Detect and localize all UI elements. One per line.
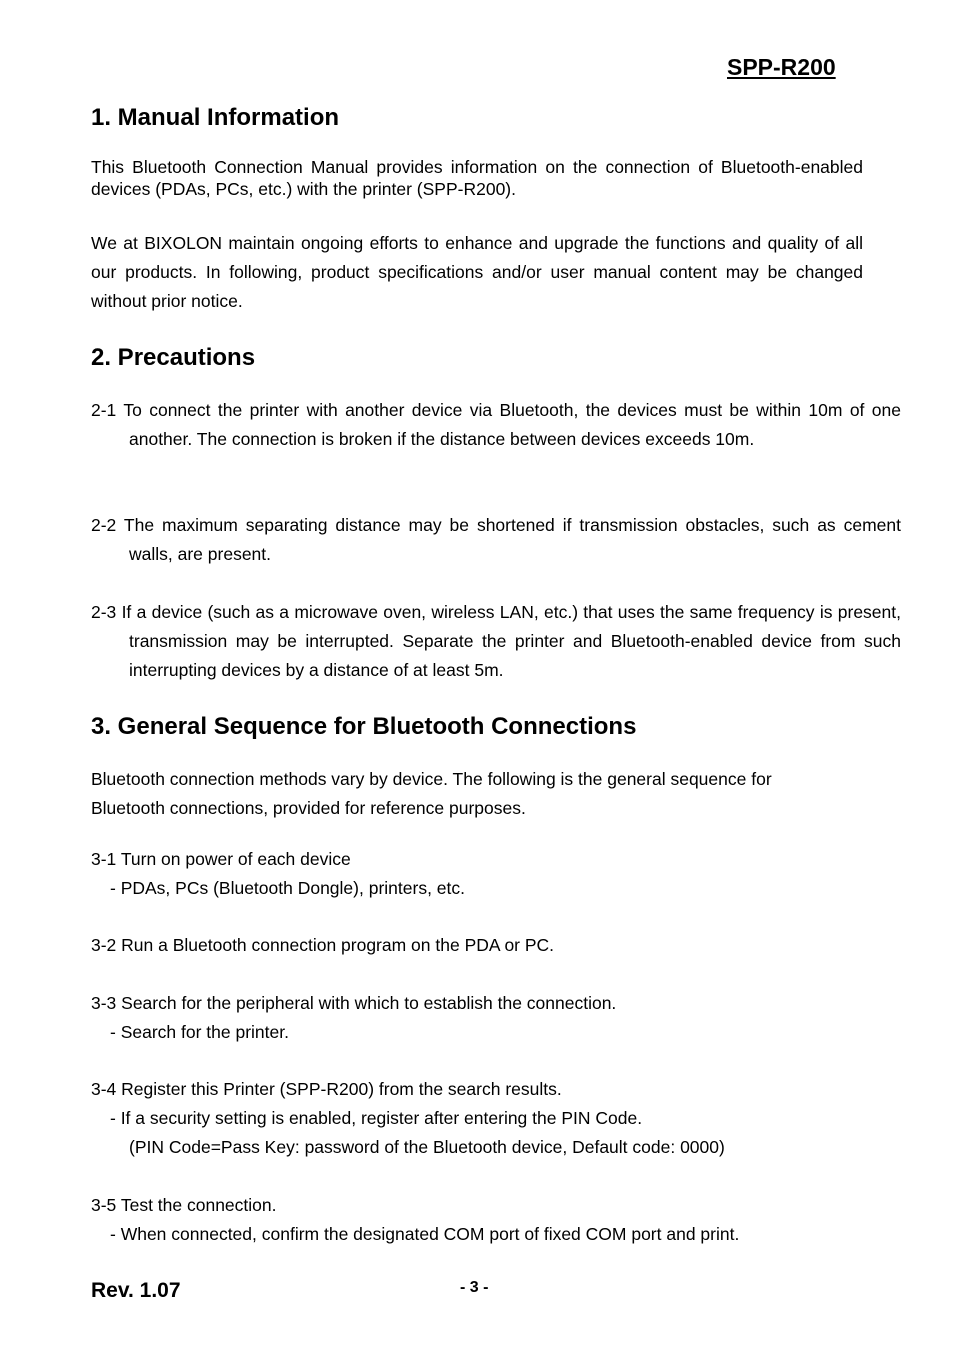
step-3-1: 3-1 Turn on power of each device (91, 849, 351, 869)
section-3-title: 3. General Sequence for Bluetooth Connections (91, 713, 637, 740)
precaution-2-3: 2-3 If a device (such as a microwave oven, wireless LAN, etc.) that uses the same frequency is present, transmission may be interrupted. Separate the printer and Bluetooth-enabled device from such interrupting devices by a distance of at least 5m. (91, 602, 901, 680)
step-3-3-detail: - Search for the printer. (110, 1022, 289, 1042)
step-3-2: 3-2 Run a Bluetooth connection program on the PDA or PC. (91, 935, 555, 955)
step-3-3: 3-3 Search for the peripheral with which to establish the connection. (91, 993, 617, 1013)
section-1-paragraph-2: We at BIXOLON maintain ongoing efforts to enhance and upgrade the functions and quality of all our products. In following, product specifications and/or user manual content may be changed without prior notice. (91, 233, 863, 311)
step-3-4: 3-4 Register this Printer (SPP-R200) from the search results. (91, 1079, 562, 1099)
page-number: - 3 - (460, 1279, 489, 1296)
section-3-intro-line-1: Bluetooth connection methods vary by device. The following is the general sequence for (91, 769, 772, 789)
step-3-1-detail: - PDAs, PCs (Bluetooth Dongle), printers, etc. (110, 878, 465, 898)
revision-label: Rev. 1.07 (91, 1279, 181, 1302)
section-3-intro-line-2: Bluetooth connections, provided for reference purposes. (91, 798, 526, 818)
section-1-title: 1. Manual Information (91, 104, 340, 131)
step-3-4-detail: - If a security setting is enabled, register after entering the PIN Code. (110, 1108, 643, 1128)
step-3-4-note: (PIN Code=Pass Key: password of the Bluetooth device, Default code: 0000) (129, 1137, 725, 1157)
section-1-paragraph-1: This Bluetooth Connection Manual provides information on the connection of Bluetooth-enabled devices (PDAs, PCs, etc.) with the printer (SPP-R200). (91, 157, 863, 199)
step-3-5-detail: - When connected, confirm the designated COM port of fixed COM port and print. (110, 1224, 740, 1244)
section-2-title: 2. Precautions (91, 344, 256, 371)
precaution-2-1: 2-1 To connect the printer with another device via Bluetooth, the devices must be within 10m of one another. The connection is broken if the distance between devices exceeds 10m. (91, 400, 901, 449)
precaution-2-2: 2-2 The maximum separating distance may be shortened if transmission obstacles, such as cement walls, are present. (91, 515, 901, 564)
model-name-header: SPP-R200 (727, 54, 836, 80)
step-3-5: 3-5 Test the connection. (91, 1195, 277, 1215)
